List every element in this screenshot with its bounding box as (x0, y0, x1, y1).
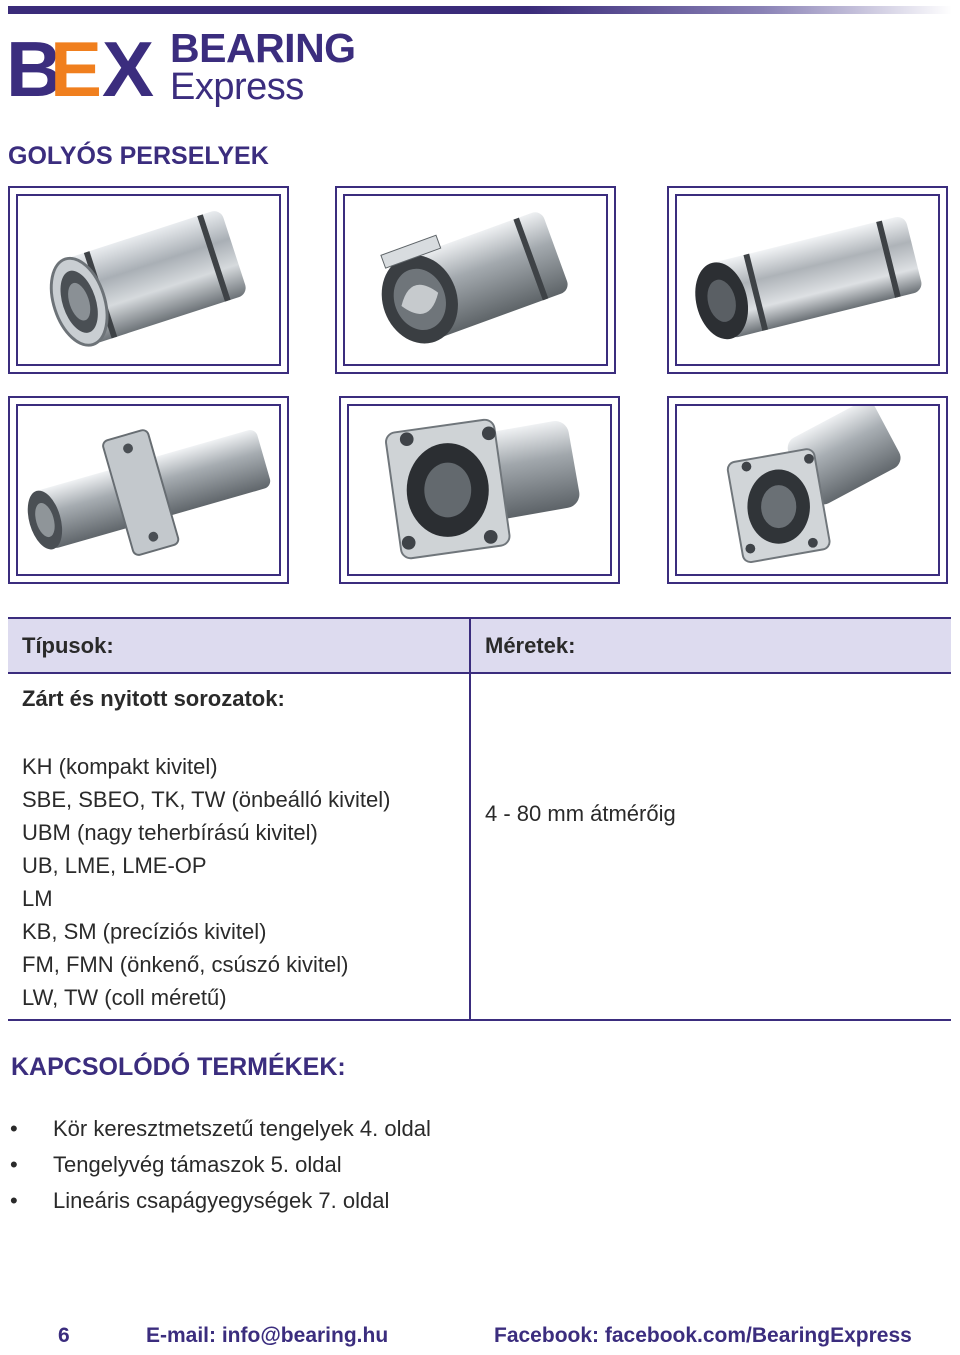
type-item: LW, TW (coll méretű) (22, 985, 227, 1010)
product-photo-long-bushing (667, 186, 948, 374)
type-list (22, 750, 390, 1014)
top-accent-bar (8, 6, 952, 14)
bullet-icon: • (10, 1116, 18, 1141)
types-header: Típusok: (8, 618, 470, 673)
logo-mark-x: X (102, 25, 155, 113)
bex-logo (6, 25, 386, 113)
related-products-title: KAPCSOLÓDÓ TERMÉKEK: (11, 1053, 346, 1081)
series-heading: Zárt és nyitott sorozatok: (22, 686, 285, 711)
type-item: UB, LME, LME-OP (22, 853, 207, 878)
logo-brand-bearing: BEARING (170, 25, 356, 71)
type-item: SBE, SBEO, TK, TW (önbeálló kivitel) (22, 787, 391, 812)
product-photo-long-square-flange-bushing (667, 396, 948, 584)
bullet-icon: • (10, 1152, 18, 1177)
bullet-icon: • (10, 1188, 18, 1213)
types-cell (8, 673, 470, 1020)
type-item: FM, FMN (önkenő, csúszó kivitel) (22, 952, 349, 977)
related-products-list (10, 1111, 431, 1219)
type-item: UBM (nagy teherbírású kivitel) (22, 820, 318, 845)
logo-brand-express: Express (170, 66, 304, 108)
logo-mark-e: E (50, 25, 103, 113)
type-item: KB, SM (precíziós kivitel) (22, 919, 267, 944)
footer-email: E-mail: info@bearing.hu (146, 1324, 389, 1347)
related-product-label: Tengelyvég támaszok 5. oldal (53, 1152, 342, 1177)
spec-table-body-row (8, 673, 951, 1020)
sizes-cell (470, 673, 951, 1020)
section-title: GOLYÓS PERSELYEK (8, 142, 269, 170)
sizes-value: 4 - 80 mm átmérőig (485, 800, 676, 826)
product-photo-open-bushing (335, 186, 616, 374)
footer-facebook: Facebook: facebook.com/BearingExpress (494, 1324, 912, 1347)
related-product-item (10, 1111, 431, 1147)
related-product-label: Kör keresztmetszetű tengelyek 4. oldal (53, 1116, 431, 1141)
sizes-header: Méretek: (470, 618, 951, 673)
related-product-item (10, 1147, 431, 1183)
product-photo-square-flange-bushing (339, 396, 620, 584)
spec-table (8, 617, 951, 1021)
type-item: KH (kompakt kivitel) (22, 754, 218, 779)
page-footer (0, 1324, 960, 1352)
related-product-item (10, 1183, 431, 1219)
product-photo-compact-bushing (8, 186, 289, 374)
spec-table-header-row (8, 618, 951, 673)
type-item: LM (22, 886, 53, 911)
product-photo-center-flange-bushing (8, 396, 289, 584)
page-number: 6 (58, 1324, 70, 1347)
logo-mark-b: B (6, 25, 59, 113)
related-product-label: Lineáris csapágyegységek 7. oldal (53, 1188, 390, 1213)
